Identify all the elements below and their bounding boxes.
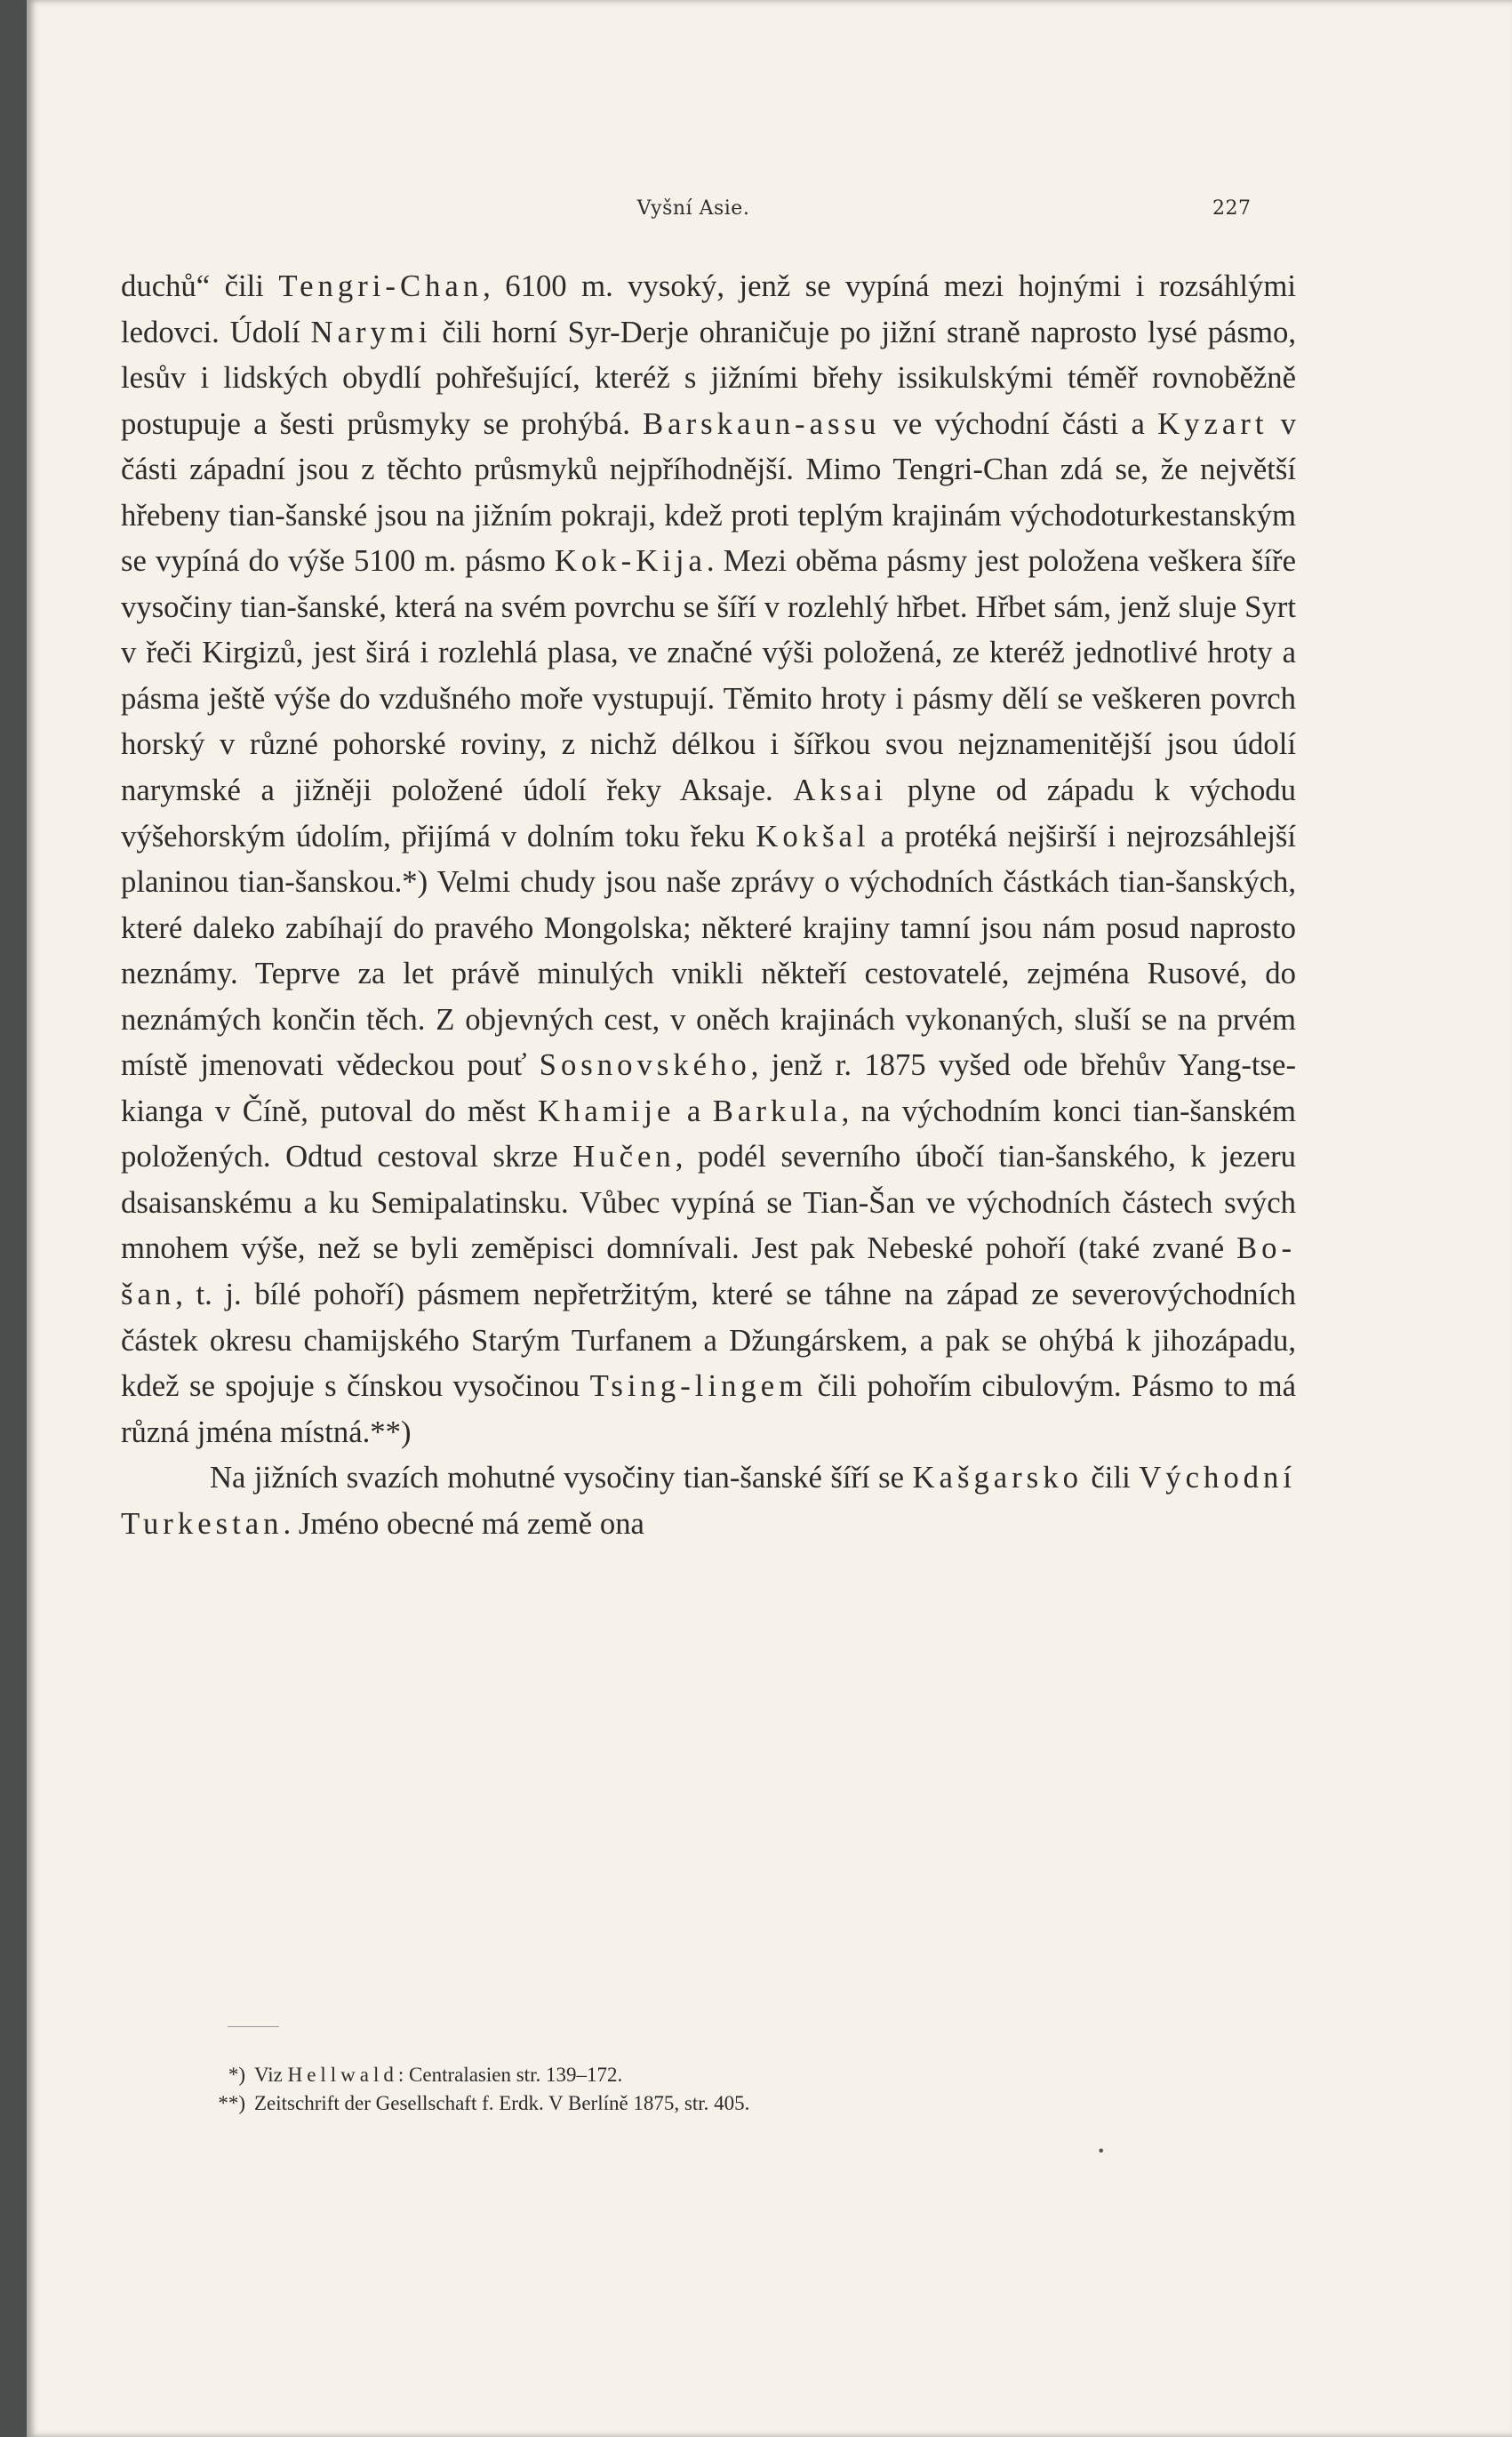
emphasized-name: Kok-Kija	[554, 543, 707, 579]
text-run: v části západní jsou z těchto průsmyků nejpříhodnější. Mimo Tengri-Chan zdá se, že největší hřebeny tian-šanské jsou na jižním pokraji, kdež proti teplým krajinám východoturkestanským se vypíná do výše 5100 m. pásmo	[121, 405, 1296, 579]
footnote-author: Hellwald	[287, 2064, 398, 2086]
text-run: plyne od západu k východu výšehorským údolím, přijímá v dolním toku řeku	[121, 773, 1296, 854]
body-text	[121, 263, 1296, 2041]
emphasized-name: Tengri-Chan	[278, 269, 484, 303]
footnote-marker: *)	[228, 2064, 245, 2086]
text-run: , podél severního úbočí tian-šanského, k jezeru dsaisanskému a ku Semipalatinsku. Vůbec vypíná se Tian-Šan ve východních částech svých mnohem výše, než se byli zeměpisci domnívali. Jest pak Nebeské pohoří (také zvané	[121, 1139, 1296, 1266]
footnote-1	[213, 2061, 1191, 2089]
stray-ink-mark: •	[1097, 2143, 1106, 2160]
footnote-text: : Centralasien str. 139–172.	[397, 2064, 623, 2086]
text-run: čili pohořím cibulovým. Pásmo to má různá jména místná.**)	[121, 1368, 1297, 1449]
emphasized-name: Narymi	[310, 314, 432, 349]
emphasized-name: Barskaun-assu	[643, 405, 881, 441]
footnote-text: Zeitschrift der Gesellschaft f. Erdk. V Berlíně 1875, str. 405.	[254, 2092, 750, 2114]
emphasized-name: Kašgarsko	[912, 1460, 1083, 1495]
running-title: Vyšní Asie.	[636, 197, 750, 220]
footnote-text: Viz	[254, 2064, 288, 2086]
text-run: čili horní Syr-Derje ohraničuje po jižní straně naprosto lysé pásmo, lesův i lidských obydlí pohřešující, kteréž s jižními břehy issikulskými téměř rovnoběžně postupuje a šesti průsmyky se prohýbá.	[121, 314, 1296, 441]
emphasized-name: Aksai	[793, 773, 888, 808]
text-run: duchů“ čili	[121, 269, 279, 303]
emphasized-name: Kyzart	[1157, 405, 1268, 441]
text-run: . Mezi oběma pásmy jest položena veškera šíře vysočiny tian-šanské, která na svém povrchu se šíří v rozlehlý hřbet. Hřbet sám, jenž sluje Syrt v řeči Kirgizů, jest širá i rozlehlá plasa, ve značné výši položená, ze kteréž jednotlivé hroty a pásma ještě výše do vzdušného moře vystupují. Těmito hroty i pásmy dělí se veškeren povrch horský v různé pohorské roviny, z nichž délkou i šířkou svou nejznamenitější jsou údolí narymské a jižněji položené údolí řeky Aksaje.	[121, 543, 1296, 808]
page-number: 227	[1212, 197, 1252, 220]
text-run: , t. j. bílé pohoří) pásmem nepřetržitým, které se táhne na západ ze severovýchodních částek okresu chamijského Starým Turfanem a Džungárskem, a pak se ohýbá k jihozápadu, kdež se spojuje s čínskou vysočinou	[121, 1277, 1296, 1404]
footnotes	[213, 2061, 1191, 2118]
emphasized-name: Sosnovského	[539, 1047, 751, 1083]
emphasized-name: Barkula	[712, 1093, 842, 1128]
emphasized-name: Východní Turkestan	[121, 1460, 1296, 1541]
emphasized-name: Khamije	[538, 1093, 676, 1128]
text-run: a protéká nejširší i nejrozsáhlejší planinou tian-šanskou.*) Velmi chudy jsou naše zprávy o východních částkách tian-šanských, které daleko zabíhají do pravého Mongolska; některé krajiny tamní jsou nám posud naprosto neznámy. Teprve za let právě minulých vnikli někteří cestovatelé, zejména Rusové, do neznámých končin těch. Z objevných cest, v oněch krajinách vykonaných, sluší se na prvém místě jmenovati vědeckou pouť	[121, 818, 1296, 1083]
emphasized-name: Tsing-lingem	[589, 1368, 808, 1404]
text-run: , na východním konci tian-šanském položených. Odtud cestoval skrze	[121, 1093, 1297, 1174]
page-header	[27, 197, 1512, 233]
emphasized-name: Bo-šan	[121, 1231, 1296, 1312]
text-run: , 6100 m. vysoký, jenž se vypíná mezi hojnými i rozsáhlými ledovci. Údolí	[121, 269, 1296, 349]
emphasized-name: Kokšal	[756, 818, 870, 854]
text-run: . Jméno obecné má země ona	[283, 1505, 644, 1541]
footnote-divider	[228, 2026, 279, 2027]
footnote-marker: **)	[218, 2092, 245, 2114]
footnote-2	[213, 2089, 1191, 2118]
text-run: Na jižních svazích mohutné vysočiny tian-šanské šíří se	[210, 1460, 913, 1495]
emphasized-name: Hučen	[572, 1139, 676, 1174]
text-run: čili	[1082, 1460, 1140, 1495]
book-page	[27, 0, 1512, 2437]
text-run: a	[675, 1093, 713, 1128]
paragraph-1	[121, 263, 1296, 1455]
text-run: ve východní části a	[880, 405, 1158, 441]
paragraph-2	[121, 1455, 1296, 1546]
text-run: , jenž r. 1875 vyšed ode břehův Yang-tse-kianga v Číně, putoval do měst	[121, 1047, 1297, 1128]
